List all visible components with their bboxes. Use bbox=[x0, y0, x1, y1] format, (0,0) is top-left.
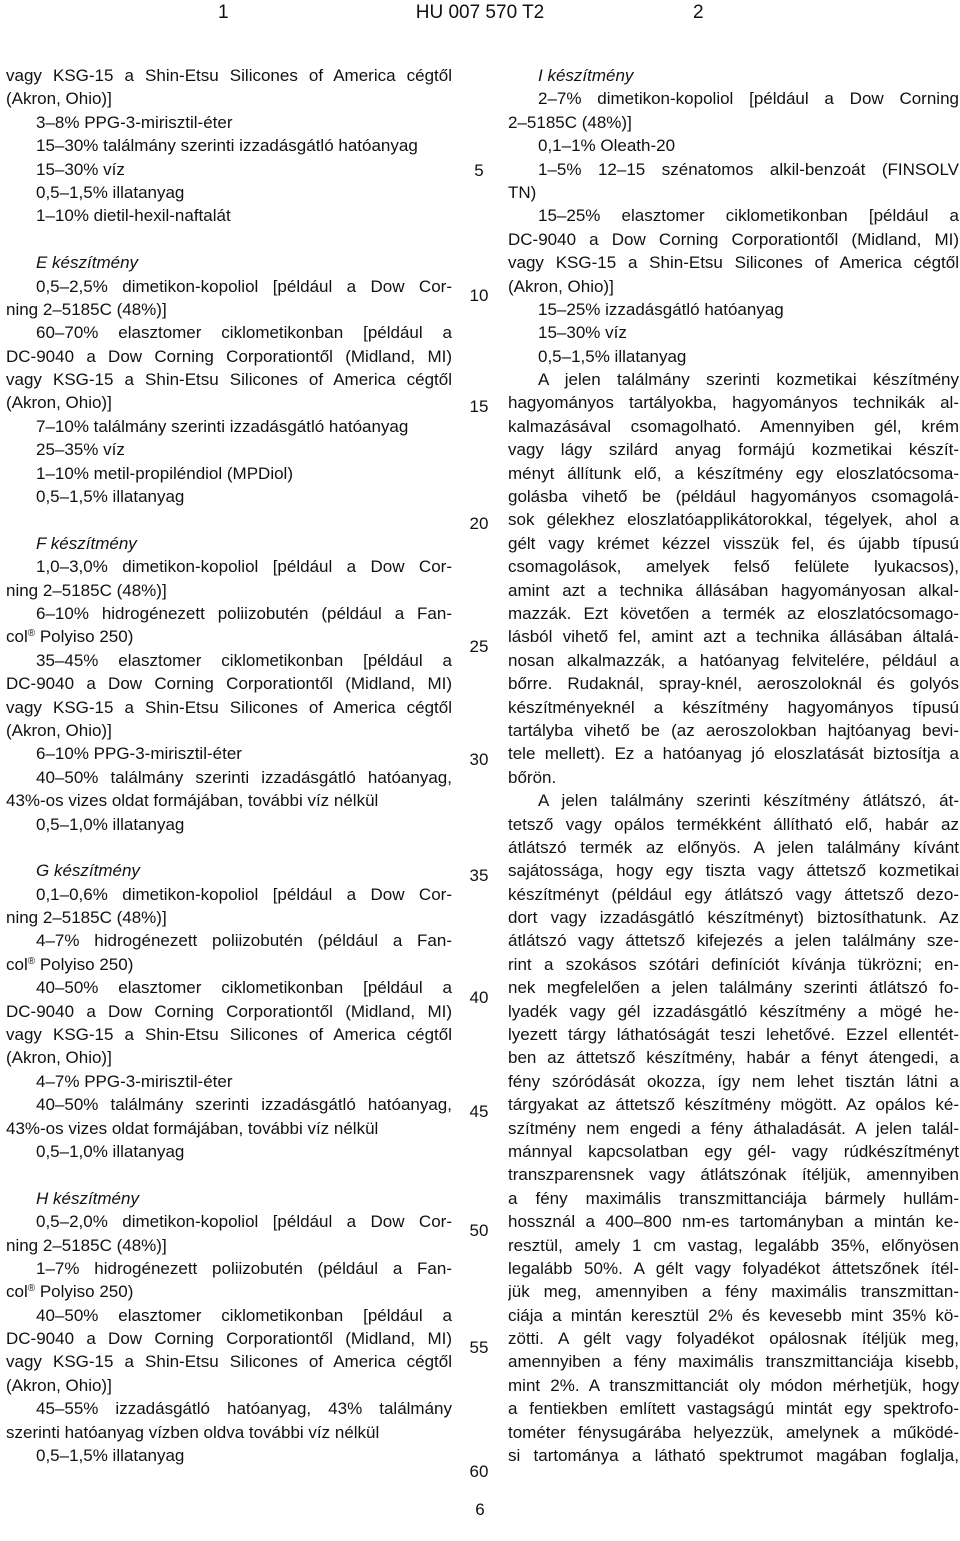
line-text: jük meg, amennyiben a fény maximális transzmittan- bbox=[508, 1282, 959, 1302]
text-line bbox=[508, 1350, 959, 1373]
text-line bbox=[6, 1070, 452, 1093]
line-text: 0,5–1,5% illatanyag bbox=[36, 1446, 185, 1466]
line-text: TN) bbox=[508, 182, 537, 202]
line-text: 43%-os vizes oldat formájában, további víz nélkül bbox=[6, 1118, 379, 1138]
line-text: mánnyal kapcsolatban egy gél- vagy rúdkészítményt bbox=[508, 1141, 959, 1161]
text-line bbox=[6, 1280, 452, 1303]
line-text: vagy lágy szilárd anyag formájú kozmetikai készít- bbox=[508, 440, 959, 460]
line-text: gélt vagy krémet kézzel visszük fel, és újabb típusú bbox=[508, 533, 959, 553]
text-line bbox=[6, 345, 452, 368]
text-line bbox=[508, 158, 959, 181]
text-line bbox=[508, 111, 959, 134]
line-text: lyezett tárgy láthatóságát teszi lehetővé. Ezzel ellentét- bbox=[508, 1025, 959, 1045]
line-text: ben az áttetsző készítmény, habár a fényt átengedi, a bbox=[508, 1048, 959, 1068]
text-line bbox=[6, 789, 452, 812]
line-text: csomagolások, amelyek felső felülete lyukacsos), bbox=[508, 557, 959, 577]
header-doc-number: HU 007 570 T2 bbox=[415, 2, 545, 23]
text-line bbox=[6, 1117, 452, 1140]
text-line bbox=[6, 64, 452, 87]
line-text: 0,5–2,0% dimetikon-kopoliol [például a Dow Cor- bbox=[36, 1212, 452, 1232]
text-line bbox=[508, 953, 959, 976]
text-line bbox=[6, 602, 452, 625]
text-line bbox=[6, 1187, 452, 1210]
line-number: 5 bbox=[474, 161, 484, 180]
line-text: szítmény nem engedi a fény áthaladását. A jelen talál- bbox=[508, 1118, 959, 1138]
text-line bbox=[508, 1304, 959, 1327]
line-text: készítményeknél a készítmény hagyományos típusú bbox=[508, 697, 959, 717]
line-text: 15–25% izzadásgátló hatóanyag bbox=[538, 299, 784, 319]
text-line bbox=[6, 438, 452, 461]
text-line bbox=[6, 625, 452, 648]
line-text: si tartománya a látható spektrumot magában foglalja, bbox=[508, 1446, 959, 1466]
line-text: legalább 50%. A gélt vagy folyadékot áttetszőnek ítél- bbox=[508, 1258, 959, 1278]
line-text: (Akron, Ohio)] bbox=[6, 393, 112, 413]
line-text: amint azt a technika állásában hagyományosan alkal- bbox=[508, 580, 959, 600]
text-line bbox=[508, 204, 959, 227]
line-text: készítményt (például egy átlátszó vagy áttetsző dezo- bbox=[508, 884, 959, 904]
text-line bbox=[6, 1444, 452, 1467]
text-line bbox=[508, 1046, 959, 1069]
line-text: 1–10% metil-propiléndiol (MPDiol) bbox=[36, 463, 293, 483]
registered-mark: ® bbox=[27, 1283, 36, 1295]
text-line bbox=[508, 859, 959, 882]
text-line bbox=[6, 485, 452, 508]
text-line bbox=[6, 508, 452, 531]
text-line bbox=[508, 228, 959, 251]
line-text: (Akron, Ohio)] bbox=[6, 720, 112, 740]
text-line bbox=[6, 368, 452, 391]
text-line bbox=[508, 602, 959, 625]
line-text: zötti. A gélt vagy folyadékot opálosnak ítéljük meg, bbox=[508, 1329, 959, 1349]
text-line bbox=[508, 87, 959, 110]
line-text: tométer fénysugárába helyezzük, amelynek a működé- bbox=[508, 1422, 959, 1442]
text-line bbox=[6, 836, 452, 859]
line-number: 15 bbox=[469, 397, 489, 416]
line-text: tetsző vagy opálos termékként állítható elő, habár az bbox=[508, 814, 959, 834]
line-text: kalmazásával csomagolható. Amennyiben gél, krém bbox=[508, 416, 959, 436]
text-line bbox=[508, 64, 959, 87]
text-line bbox=[6, 906, 452, 929]
line-text: 40–50% találmány szerinti izzadásgátló hatóanyag, bbox=[36, 767, 452, 787]
text-line bbox=[6, 953, 452, 976]
line-text: 0,5–1,5% illatanyag bbox=[36, 182, 185, 202]
text-line bbox=[6, 228, 452, 251]
text-line bbox=[6, 883, 452, 906]
text-line bbox=[6, 1350, 452, 1373]
text-line bbox=[6, 181, 452, 204]
text-line bbox=[6, 391, 452, 414]
line-text: 7–10% találmány szerinti izzadásgátló hatóanyag bbox=[36, 416, 409, 436]
line-number: 40 bbox=[469, 988, 489, 1007]
text-line bbox=[6, 204, 452, 227]
line-text: E készítmény bbox=[36, 253, 139, 273]
text-line bbox=[508, 976, 959, 999]
line-number: 35 bbox=[469, 866, 489, 885]
text-line bbox=[508, 579, 959, 602]
text-line bbox=[508, 532, 959, 555]
text-line bbox=[6, 1421, 452, 1444]
line-text: ciája a mintán keresztül 2% és kevesebb mint 35% kö- bbox=[508, 1305, 959, 1325]
line-text: 60–70% elasztomer ciklometikonban [például a bbox=[36, 323, 452, 343]
line-number: 50 bbox=[469, 1221, 489, 1240]
right-column bbox=[508, 64, 959, 1467]
line-text: 6–10% PPG-3-mirisztil-éter bbox=[36, 744, 242, 764]
line-text: 0,1–1% Oleath-20 bbox=[538, 136, 676, 156]
line-text: vagy KSG-15 a Shin-Etsu Silicones of America cégtől bbox=[6, 697, 452, 717]
line-text: bőrön. bbox=[508, 767, 557, 787]
line-text: nek megfelelően a jelen találmány szerinti átlátszó fo- bbox=[508, 978, 959, 998]
line-text: 0,5–1,0% illatanyag bbox=[36, 1141, 185, 1161]
text-line bbox=[508, 438, 959, 461]
line-text: sok gélekhez eloszlatóapplikátorokkal, tégelyek, ahol a bbox=[508, 510, 959, 530]
text-line bbox=[6, 1257, 452, 1280]
line-text: 0,5–1,5% illatanyag bbox=[36, 487, 185, 507]
text-line bbox=[6, 813, 452, 836]
line-text: resztül, amely 1 cm vastag, legalább 35%, előnyösen bbox=[508, 1235, 959, 1255]
text-line bbox=[508, 1023, 959, 1046]
text-line bbox=[508, 696, 959, 719]
text-line bbox=[508, 1234, 959, 1257]
text-line bbox=[508, 485, 959, 508]
line-text: ning 2–5185C (48%)] bbox=[6, 580, 167, 600]
text-line bbox=[6, 87, 452, 110]
line-text: 40–50% találmány szerinti izzadásgátló hatóanyag, bbox=[36, 1095, 452, 1115]
line-text-after: Polyiso 250) bbox=[35, 627, 134, 647]
line-text: hossznál a 400–800 nm-es tartományban a mintán ke- bbox=[508, 1212, 959, 1232]
line-text: 25–35% víz bbox=[36, 440, 125, 460]
line-number: 25 bbox=[469, 637, 489, 656]
text-line bbox=[508, 813, 959, 836]
text-line bbox=[508, 789, 959, 812]
text-line bbox=[508, 321, 959, 344]
text-line bbox=[6, 1163, 452, 1186]
text-line bbox=[508, 836, 959, 859]
text-line bbox=[6, 719, 452, 742]
line-text: 35–45% elasztomer ciklometikonban [például a bbox=[36, 650, 452, 670]
line-text: mazzák. Ezt követően a termék az eloszlatócsomago- bbox=[508, 603, 959, 623]
line-text: átlátszó termék az előnyös. A jelen találmány kívánt bbox=[508, 837, 959, 857]
text-line bbox=[508, 1140, 959, 1163]
line-text: 1–7% hidrogénezett poliizobutén (például a Fan- bbox=[36, 1258, 452, 1278]
line-number: 55 bbox=[469, 1338, 489, 1357]
line-text: (Akron, Ohio)] bbox=[508, 276, 614, 296]
text-line bbox=[508, 181, 959, 204]
line-text: H készítmény bbox=[36, 1188, 139, 1208]
line-text: dort vagy izzadásgátló készítményt) biztosíthatunk. Az bbox=[508, 908, 959, 928]
line-text: hagyományos tartályokba, hagyományos technikák al- bbox=[508, 393, 959, 413]
text-line bbox=[508, 883, 959, 906]
line-text: col bbox=[6, 627, 28, 647]
line-text: vagy KSG-15 a Shin-Etsu Silicones of America cégtől bbox=[6, 1352, 452, 1372]
text-line bbox=[6, 696, 452, 719]
text-line bbox=[6, 1140, 452, 1163]
line-text: (Akron, Ohio)] bbox=[6, 1048, 112, 1068]
registered-mark: ® bbox=[27, 955, 36, 967]
text-line bbox=[6, 275, 452, 298]
line-text: tele mellett). Ez a hatóanyag jó eloszlatását biztosítja a bbox=[508, 744, 959, 764]
line-number: 30 bbox=[469, 750, 489, 769]
line-text: ning 2–5185C (48%)] bbox=[6, 1235, 167, 1255]
text-line bbox=[508, 1327, 959, 1350]
text-line bbox=[508, 1163, 959, 1186]
text-line bbox=[6, 976, 452, 999]
text-line bbox=[6, 1397, 452, 1420]
line-text: G készítmény bbox=[36, 861, 140, 881]
left-column bbox=[6, 64, 452, 1467]
text-line bbox=[508, 462, 959, 485]
line-text: DC-9040 a Dow Corning Corporationtől (Midland, MI) bbox=[508, 229, 959, 249]
text-line bbox=[508, 625, 959, 648]
text-line bbox=[508, 1000, 959, 1023]
text-line bbox=[508, 1070, 959, 1093]
line-number: 10 bbox=[469, 286, 489, 305]
text-line bbox=[6, 298, 452, 321]
line-text: vagy KSG-15 a Shin-Etsu Silicones of America cégtől bbox=[6, 66, 452, 85]
text-line bbox=[6, 111, 452, 134]
text-line bbox=[508, 1257, 959, 1280]
line-text: vagy KSG-15 a Shin-Etsu Silicones of America cégtől bbox=[508, 253, 959, 273]
line-number: 20 bbox=[469, 514, 489, 533]
text-line bbox=[6, 555, 452, 578]
text-line bbox=[6, 462, 452, 485]
text-line bbox=[6, 579, 452, 602]
line-text: a fény maximális transzmittanciája bármely hullám- bbox=[508, 1188, 959, 1208]
line-text: tartályba vihető be (az aeroszolokban hajtóanyag bevi- bbox=[508, 720, 959, 740]
text-line bbox=[6, 1000, 452, 1023]
line-text: A jelen találmány szerinti készítmény átlátszó, át- bbox=[538, 791, 959, 811]
line-text: vagy KSG-15 a Shin-Etsu Silicones of America cégtől bbox=[6, 370, 452, 390]
text-line bbox=[508, 906, 959, 929]
line-text: ning 2–5185C (48%)] bbox=[6, 299, 167, 319]
text-line bbox=[508, 1374, 959, 1397]
line-text: szerinti hatóanyag vízben oldva további víz nélkül bbox=[6, 1422, 380, 1442]
line-text: amennyiben a fény maximális transzmittanciája kisebb, bbox=[508, 1352, 959, 1372]
text-line bbox=[6, 158, 452, 181]
line-text: 3–8% PPG-3-mirisztil-éter bbox=[36, 112, 233, 132]
line-text: DC-9040 a Dow Corning Corporationtől (Midland, MI) bbox=[6, 674, 452, 694]
line-text: vagy KSG-15 a Shin-Etsu Silicones of America cégtől bbox=[6, 1025, 452, 1045]
line-text: 40–50% elasztomer ciklometikonban [például a bbox=[36, 1305, 452, 1325]
line-text: I készítmény bbox=[538, 66, 634, 85]
line-text: 6–10% hidrogénezett poliizobutén (például a Fan- bbox=[36, 603, 452, 623]
line-text: transzparensnek vagy átlátszónak ítéljük, amennyiben bbox=[508, 1165, 959, 1185]
line-text: fény szóródását okozza, így nem lehet tisztán látni a bbox=[508, 1071, 959, 1091]
text-line bbox=[508, 1187, 959, 1210]
line-text: 2–7% dimetikon-kopoliol [például a Dow Corning bbox=[538, 89, 959, 109]
text-line bbox=[6, 929, 452, 952]
text-line bbox=[508, 649, 959, 672]
text-line bbox=[508, 555, 959, 578]
line-text: 1–5% 12–15 szénatomos alkil-benzoát (FINSOLV bbox=[538, 159, 959, 179]
text-line bbox=[508, 415, 959, 438]
line-number: 60 bbox=[469, 1462, 489, 1481]
text-line bbox=[6, 1374, 452, 1397]
text-line bbox=[6, 1093, 452, 1116]
text-line bbox=[6, 1304, 452, 1327]
text-line bbox=[508, 742, 959, 765]
text-line bbox=[508, 929, 959, 952]
text-line bbox=[6, 742, 452, 765]
text-line bbox=[6, 1023, 452, 1046]
line-text: 15–25% elasztomer ciklometikonban [például a bbox=[538, 206, 959, 226]
text-line bbox=[508, 719, 959, 742]
text-line bbox=[508, 508, 959, 531]
text-line bbox=[6, 321, 452, 344]
line-text: (Akron, Ohio)] bbox=[6, 1375, 112, 1395]
text-line bbox=[6, 1210, 452, 1233]
text-line bbox=[6, 766, 452, 789]
registered-mark: ® bbox=[27, 628, 36, 640]
text-line bbox=[6, 1046, 452, 1069]
line-text: DC-9040 a Dow Corning Corporationtől (Midland, MI) bbox=[6, 346, 452, 366]
text-line bbox=[508, 1210, 959, 1233]
line-text: 0,5–2,5% dimetikon-kopoliol [például a Dow Cor- bbox=[36, 276, 452, 296]
text-line bbox=[508, 1280, 959, 1303]
line-text: 0,1–0,6% dimetikon-kopoliol [például a Dow Cor- bbox=[36, 884, 452, 904]
text-line bbox=[6, 1234, 452, 1257]
text-line bbox=[508, 1397, 959, 1420]
line-text: DC-9040 a Dow Corning Corporationtől (Midland, MI) bbox=[6, 1329, 452, 1349]
line-text: mint 2%. A transzmittanciát oly módon mérhetjük, hogy bbox=[508, 1375, 959, 1395]
text-line bbox=[508, 275, 959, 298]
text-line bbox=[6, 1327, 452, 1350]
line-text: sajátossága, hogy egy tiszta vagy áttetsző kozmetikai bbox=[508, 861, 959, 881]
text-line bbox=[508, 1093, 959, 1116]
text-line bbox=[508, 251, 959, 274]
line-number: 45 bbox=[469, 1102, 489, 1121]
line-text: golásba vihető be (például hagyományos csomagolá- bbox=[508, 487, 959, 507]
text-line bbox=[6, 415, 452, 438]
line-text: lásból vihető fel, amint azt a technika állásában általá- bbox=[508, 627, 959, 647]
text-line bbox=[508, 134, 959, 157]
line-text: 45–55% izzadásgátló hatóanyag, 43% találmány bbox=[36, 1399, 452, 1419]
line-text: 15–30% víz bbox=[36, 159, 125, 179]
line-text: 15–30% találmány szerinti izzadásgátló hatóanyag bbox=[36, 136, 418, 156]
line-text: nosan alkalmazzák, a hatóanyag felvitelére, például a bbox=[508, 650, 959, 670]
line-text: a fentiekben említett vastagságú mintát egy spektrofo- bbox=[508, 1399, 959, 1419]
text-line bbox=[508, 1421, 959, 1444]
line-text: (Akron, Ohio)] bbox=[6, 89, 112, 109]
line-text: F készítmény bbox=[36, 533, 137, 553]
text-line bbox=[6, 134, 452, 157]
line-text: ményt állítunk elő, a készítmény egy eloszlatócsoma- bbox=[508, 463, 959, 483]
text-line bbox=[6, 649, 452, 672]
line-text-after: Polyiso 250) bbox=[35, 954, 134, 974]
line-text: 1–10% dietil-hexil-naftalát bbox=[36, 206, 231, 226]
line-text: 15–30% víz bbox=[538, 323, 627, 343]
line-text: rint a szokásos szótári definíciót kívánja tükrözni; en- bbox=[508, 954, 959, 974]
line-text: átlátszó vagy áttetsző kifejezés a jelen találmány sze- bbox=[508, 931, 959, 951]
line-text-after: Polyiso 250) bbox=[35, 1282, 134, 1302]
text-line bbox=[6, 859, 452, 882]
line-text: 4–7% hidrogénezett poliizobutén (például a Fan- bbox=[36, 931, 452, 951]
line-text: ning 2–5185C (48%)] bbox=[6, 908, 167, 928]
text-line bbox=[508, 766, 959, 789]
line-text: 4–7% PPG-3-mirisztil-éter bbox=[36, 1071, 233, 1091]
line-text: 40–50% elasztomer ciklometikonban [például a bbox=[36, 978, 452, 998]
line-text: col bbox=[6, 954, 28, 974]
line-text: 1,0–3,0% dimetikon-kopoliol [például a Dow Cor- bbox=[36, 557, 452, 577]
line-text: 0,5–1,5% illatanyag bbox=[538, 346, 687, 366]
text-line bbox=[6, 532, 452, 555]
text-line bbox=[508, 298, 959, 321]
text-line bbox=[508, 1117, 959, 1140]
line-text: DC-9040 a Dow Corning Corporationtől (Midland, MI) bbox=[6, 1001, 452, 1021]
header-page-left: 1 bbox=[218, 2, 229, 23]
page-number: 6 bbox=[475, 1500, 485, 1519]
line-text: col bbox=[6, 1282, 28, 1302]
text-line bbox=[508, 345, 959, 368]
line-text: 43%-os vizes oldat formájában, további víz nélkül bbox=[6, 791, 379, 811]
line-text: tárgyakat az áttetsző készítmény mögött. Az opálos ké- bbox=[508, 1095, 959, 1115]
text-line bbox=[6, 672, 452, 695]
line-text: 0,5–1,0% illatanyag bbox=[36, 814, 185, 834]
text-line bbox=[508, 1444, 959, 1467]
text-line bbox=[6, 251, 452, 274]
line-text: 2–5185C (48%)] bbox=[508, 112, 632, 132]
line-text: lyadék vagy gél izzadásgátló készítmény a mögé he- bbox=[508, 1001, 959, 1021]
text-line bbox=[508, 368, 959, 391]
text-line bbox=[508, 391, 959, 414]
text-line bbox=[508, 672, 959, 695]
line-text: A jelen találmány szerinti kozmetikai készítmény bbox=[538, 370, 959, 390]
line-text: bőrre. Rudaknál, spray-knél, aeroszoloknál és golyós bbox=[508, 674, 959, 694]
header-page-right: 2 bbox=[693, 2, 704, 23]
